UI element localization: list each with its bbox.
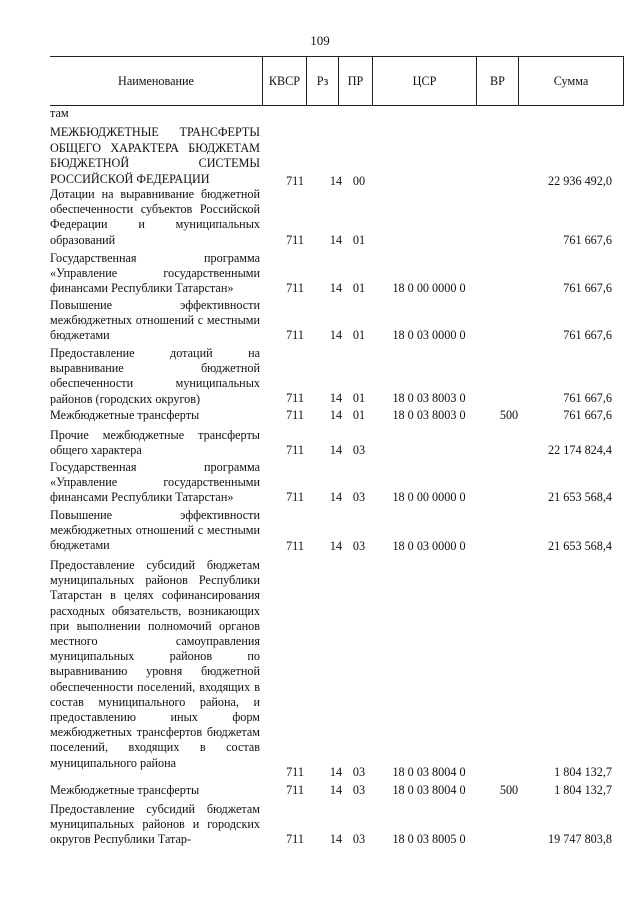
header-vr: ВР <box>476 57 518 105</box>
row-sum: 1 804 132,7 <box>554 765 612 779</box>
row-rz: 14 <box>329 391 343 405</box>
table-header <box>50 56 624 106</box>
row-kvsr: 711 <box>286 765 304 779</box>
row-name: Прочие межбюджетные трансферты общего характера <box>50 428 260 458</box>
row-csr: 18 0 00 0000 0 <box>392 281 466 295</box>
row-sum: 21 653 568,4 <box>548 490 612 504</box>
row-name: Государственная программа «Управление государственными финансами Республики Татарстан» <box>50 460 260 505</box>
row-vr: 500 <box>499 408 519 422</box>
row-kvsr: 711 <box>286 391 304 405</box>
table-row <box>50 298 640 343</box>
row-sum: 761 667,6 <box>563 233 612 247</box>
header-csr: ЦСР <box>372 57 476 105</box>
row-csr: 18 0 03 8005 0 <box>392 832 466 846</box>
row-kvsr: 711 <box>286 408 304 422</box>
row-vr: 500 <box>499 783 519 797</box>
row-name: там <box>50 106 69 120</box>
table-row <box>50 783 640 798</box>
header-pr: ПР <box>338 57 372 105</box>
row-name: Предоставление дотаций на выравнивание бюджетной обеспеченности муниципальных районов (городских округов) <box>50 346 260 406</box>
table-row <box>50 251 640 296</box>
row-csr: 18 0 03 8004 0 <box>392 765 466 779</box>
row-rz: 14 <box>329 832 343 846</box>
header-rz: Рз <box>306 57 338 105</box>
row-kvsr: 711 <box>286 233 304 247</box>
row-kvsr: 711 <box>286 443 304 457</box>
table-row <box>50 460 640 505</box>
row-pr: 01 <box>352 281 366 295</box>
row-name: Повышение эффективности межбюджетных отношений с местными бюджетами <box>50 508 260 553</box>
row-name: Предоставление субсидий бюджетам муниципальных районов Республики Татарстан в целях софинансирования расходных обязательств, возникающих при выполнении полномочий органов местного самоуправления муниципальных районов по выравниванию уровня бюджетной обеспеченности поселений, входящих в состав муниципального района, и предоставлению иных форм межбюджетных трансфертов бюджетам поселений, входящих в состав муниципального района <box>50 558 260 770</box>
row-sum: 761 667,6 <box>563 391 612 405</box>
table-row <box>50 508 640 554</box>
row-csr: 18 0 03 0000 0 <box>392 539 466 553</box>
row-sum: 21 653 568,4 <box>548 539 612 553</box>
row-rz: 14 <box>329 765 343 779</box>
row-name: Государственная программа «Управление государственными финансами Республики Татарстан» <box>50 251 260 296</box>
row-sum: 761 667,6 <box>563 328 612 342</box>
row-sum: 22 936 492,0 <box>548 174 612 188</box>
row-pr: 03 <box>352 443 366 457</box>
row-rz: 14 <box>329 174 343 188</box>
row-rz: 14 <box>329 233 343 247</box>
table-row <box>50 187 640 248</box>
row-rz: 14 <box>329 490 343 504</box>
row-csr: 18 0 03 0000 0 <box>392 328 466 342</box>
table-row <box>50 428 640 458</box>
row-kvsr: 711 <box>286 281 304 295</box>
row-sum: 761 667,6 <box>563 408 612 422</box>
row-kvsr: 711 <box>286 832 304 846</box>
row-pr: 01 <box>352 233 366 247</box>
header-kvsr: КВСР <box>262 57 306 105</box>
row-name: МЕЖБЮДЖЕТНЫЕ ТРАНСФЕРТЫ ОБЩЕГО ХАРАКТЕРА БЮДЖЕТАМ БЮДЖЕТНОЙ СИСТЕМЫ РОССИЙСКОЙ ФЕДЕРАЦИИ <box>50 125 260 186</box>
row-rz: 14 <box>329 408 343 422</box>
page-number: 109 <box>310 33 330 48</box>
row-pr: 03 <box>352 832 366 846</box>
table-row <box>50 106 640 122</box>
row-csr: 18 0 03 8004 0 <box>392 783 466 797</box>
row-rz: 14 <box>329 328 343 342</box>
header-sum: Сумма <box>518 57 624 105</box>
row-csr: 18 0 00 0000 0 <box>392 490 466 504</box>
row-pr: 01 <box>352 391 366 405</box>
row-pr: 03 <box>352 490 366 504</box>
row-sum: 19 747 803,8 <box>548 832 612 846</box>
table-row <box>50 802 640 847</box>
row-name: Дотации на выравнивание бюджетной обеспеченности субъектов Российской Федерации и муниципальных образований <box>50 187 260 247</box>
row-rz: 14 <box>329 539 343 553</box>
row-rz: 14 <box>329 281 343 295</box>
row-csr: 18 0 03 8003 0 <box>392 391 466 405</box>
row-pr: 03 <box>352 783 366 797</box>
row-kvsr: 711 <box>286 539 304 553</box>
header-name: Наименование <box>118 74 194 88</box>
row-sum: 22 174 824,4 <box>548 443 612 457</box>
row-sum: 761 667,6 <box>563 281 612 295</box>
row-kvsr: 711 <box>286 174 304 188</box>
row-rz: 14 <box>329 783 343 797</box>
table-row <box>50 558 640 780</box>
row-pr: 00 <box>352 174 366 188</box>
table-row <box>50 408 640 423</box>
row-name: Предоставление субсидий бюджетам муниципальных районов и городских округов Республики Татар- <box>50 802 260 847</box>
table-row <box>50 346 640 406</box>
row-pr: 01 <box>352 328 366 342</box>
table-row <box>50 125 640 189</box>
row-kvsr: 711 <box>286 328 304 342</box>
row-name: Межбюджетные трансферты <box>50 408 200 422</box>
row-pr: 01 <box>352 408 366 422</box>
row-sum: 1 804 132,7 <box>554 783 612 797</box>
row-pr: 03 <box>352 539 366 553</box>
row-kvsr: 711 <box>286 490 304 504</box>
row-name: Повышение эффективности межбюджетных отношений с местными бюджетами <box>50 298 260 343</box>
row-rz: 14 <box>329 443 343 457</box>
row-csr: 18 0 03 8003 0 <box>392 408 466 422</box>
row-kvsr: 711 <box>286 783 304 797</box>
row-name: Межбюджетные трансферты <box>50 783 200 797</box>
row-pr: 03 <box>352 765 366 779</box>
